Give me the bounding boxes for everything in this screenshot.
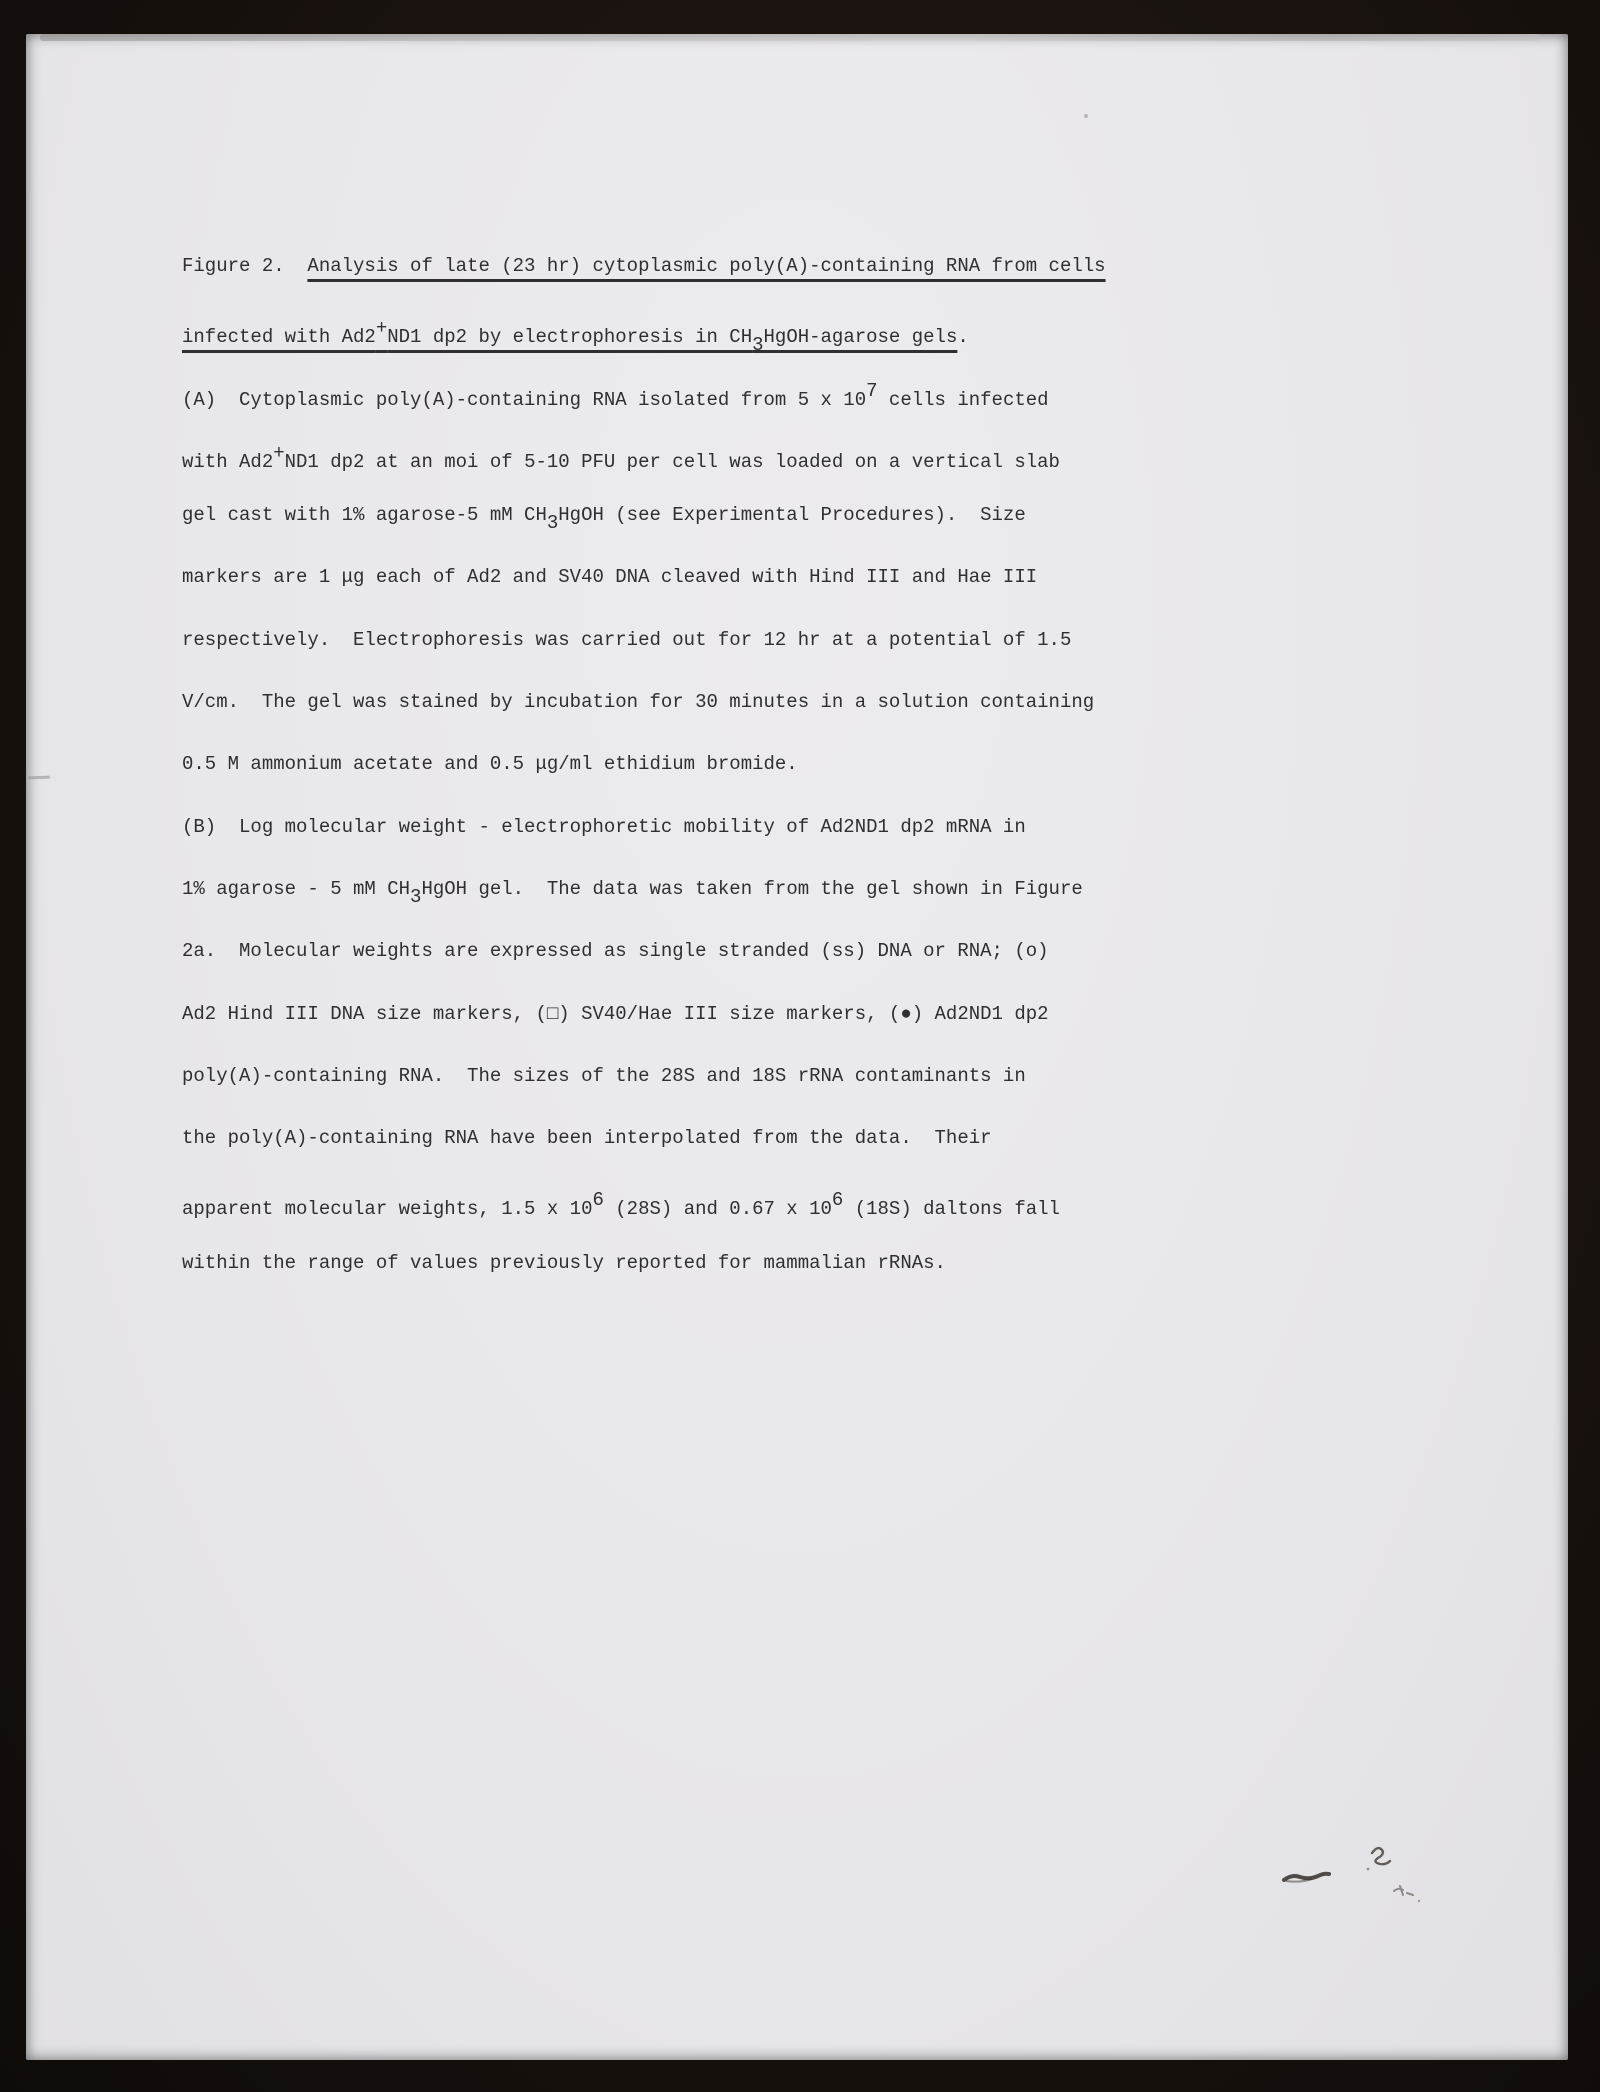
- caption-text: infected with Ad2: [182, 326, 376, 349]
- caption-line: [182, 297, 1432, 359]
- underlined-text: [307, 255, 1105, 277]
- superscript: 6: [831, 1189, 844, 1212]
- caption-text: (28S) and 0.67 x 10: [603, 1198, 832, 1221]
- caption-text: Figure 2.: [182, 255, 308, 277]
- caption-text: 1% agarose - 5 mM CH: [182, 877, 411, 900]
- caption-line: [182, 1169, 1432, 1231]
- caption-text: (B) Log molecular weight - electrophoretic mobility of Ad2ND1 dp2 mRNA in: [182, 815, 1026, 838]
- caption-text: Ad2 Hind III DNA size markers, (□) SV40/Hae III size markers, (●) Ad2ND1 dp2: [182, 1002, 1049, 1025]
- caption-text: (18S) daltons fall: [843, 1198, 1060, 1221]
- caption-line: [182, 858, 1432, 920]
- caption-text: cells infected: [877, 388, 1049, 411]
- caption-text: poly(A)-containing RNA. The sizes of the 28S and 18S rRNA contaminants in: [182, 1064, 1026, 1087]
- scan-artifact-top-edge: [40, 34, 1540, 41]
- subscript: 3: [546, 512, 559, 535]
- caption-text: Analysis of late (23 hr) cytoplasmic poly(A)-containing RNA from cells: [307, 255, 1106, 277]
- caption-text: apparent molecular weights, 1.5 x 10: [182, 1198, 593, 1221]
- caption-text: (A) Cytoplasmic poly(A)-containing RNA isolated from 5 x 10: [182, 388, 867, 411]
- caption-text: within the range of values previously reported for mammalian rRNAs.: [182, 1251, 946, 1274]
- caption-text: gel cast with 1% agarose-5 mM CH: [182, 504, 547, 527]
- caption-line: [182, 422, 1432, 484]
- caption-line: [182, 484, 1432, 546]
- caption-text: respectively. Electrophoresis was carried out for 12 hr at a potential of 1.5: [182, 628, 1072, 651]
- caption-text: .: [957, 326, 969, 349]
- caption-text: ND1 dp2 by electrophoresis in CH: [387, 326, 753, 349]
- caption-text: markers are 1 μg each of Ad2 and SV40 DNA cleaved with Hind III and Hae III: [182, 566, 1038, 589]
- caption-line: [182, 796, 1432, 858]
- superscript: +: [375, 317, 388, 340]
- caption-text: HgOH-agarose gels: [763, 326, 958, 349]
- caption-line: [182, 733, 1432, 795]
- caption-line: [182, 609, 1432, 671]
- margin-mark: [28, 776, 50, 780]
- superscript: 6: [592, 1189, 604, 1212]
- caption-text: HgOH gel. The data was taken from the gel shown in Figure: [421, 877, 1083, 900]
- caption-line: [182, 983, 1432, 1045]
- superscript: +: [273, 441, 285, 464]
- caption-line: [182, 360, 1432, 422]
- subscript: 3: [752, 334, 764, 357]
- subscript: 3: [410, 885, 422, 908]
- caption-text: HgOH (see Experimental Procedures). Size: [558, 504, 1026, 527]
- underlined-text: [182, 317, 958, 357]
- caption-line: [182, 920, 1432, 982]
- dust-speck: [1084, 114, 1088, 118]
- caption-line: [182, 235, 1432, 297]
- pencil-smudge: [1276, 1829, 1446, 1919]
- caption-text: with Ad2: [182, 450, 274, 473]
- superscript: 7: [866, 379, 878, 402]
- caption-text: ND1 dp2 at an moi of 5-10 PFU per cell was loaded on a vertical slab: [284, 450, 1060, 473]
- caption-text: V/cm. The gel was stained by incubation for 30 minutes in a solution containing: [182, 691, 1095, 714]
- caption-text: the poly(A)-containing RNA have been interpolated from the data. Their: [182, 1127, 992, 1150]
- caption-text: 2a. Molecular weights are expressed as single stranded (ss) DNA or RNA; (o): [182, 940, 1049, 963]
- caption-line: [182, 546, 1432, 608]
- caption-line: [182, 1045, 1432, 1107]
- caption-line: [182, 1232, 1432, 1294]
- document-page: [26, 34, 1568, 2060]
- figure-caption: [182, 235, 1432, 1294]
- caption-text: 0.5 M ammonium acetate and 0.5 μg/ml ethidium bromide.: [182, 753, 798, 776]
- caption-line: [182, 671, 1432, 733]
- caption-line: [182, 1107, 1432, 1169]
